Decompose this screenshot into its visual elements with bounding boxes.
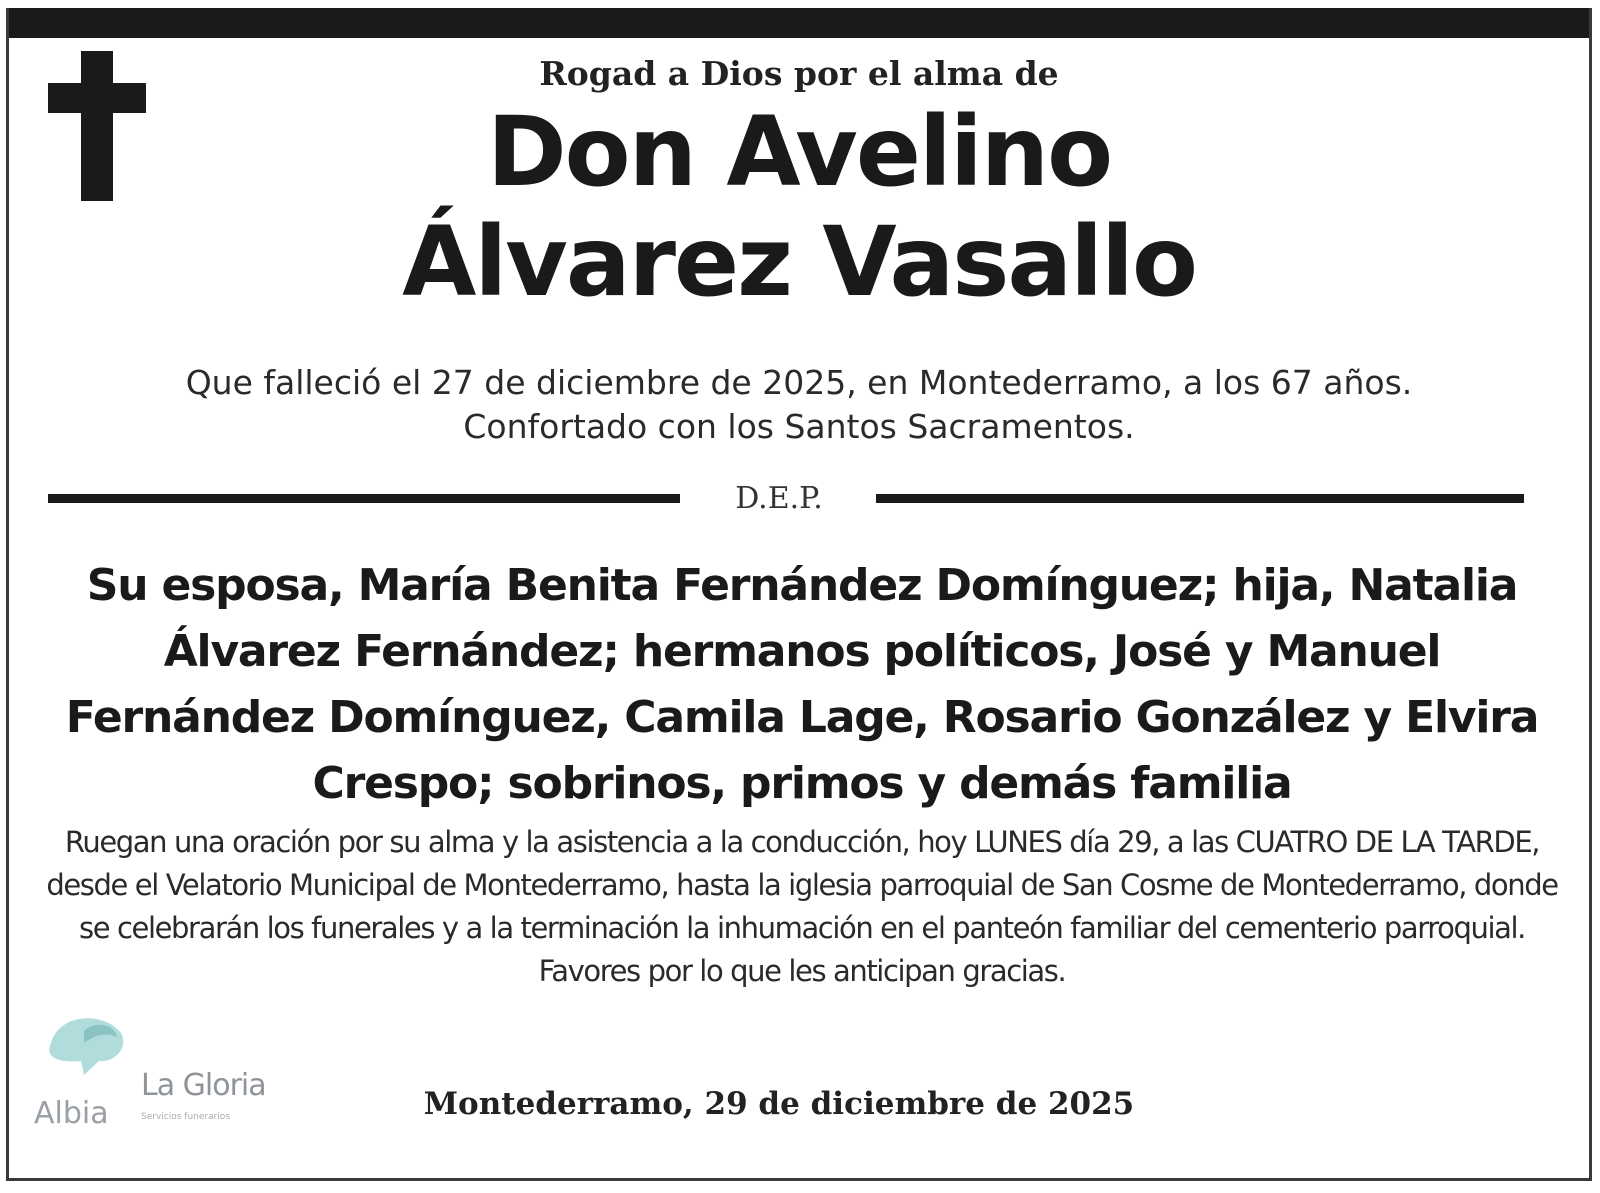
logo-brand: Albia <box>34 1096 109 1131</box>
death-details <box>9 361 1589 449</box>
albia-logo-icon <box>49 1018 123 1075</box>
obituary-notice <box>6 8 1592 1181</box>
place-date: Montederramo, 29 de diciembre de 2025 <box>423 1086 1135 1122</box>
logo-tagline: Servicios funerarios <box>141 1112 231 1122</box>
deceased-name-line1: Don Avelino <box>486 96 1112 208</box>
intro-text: Rogad a Dios por el alma de <box>539 54 1059 93</box>
dep-text: D.E.P. <box>735 481 823 516</box>
funeral-home-logo <box>29 1003 289 1133</box>
family-list: Su esposa, María Benita Fernández Domínguez; hija, Natalia Álvarez Fernández; hermanos políticos, José y Manuel Fernández Domínguez, Camila Lage, Rosario González y Elvira Crespo; sobrinos, primos y demás familia <box>65 560 1539 809</box>
divider-right <box>876 494 1524 503</box>
ceremony-details: Ruegan una oración por su alma y la asistencia a la conducción, hoy LUNES día 29, a las CUATRO DE LA TARDE, desde el Velatorio Municipal de Montederramo, hasta la iglesia parroquial de San Cosme de Montederramo, donde se celebrarán los funerales y a la terminación la inhumación en el panteón familiar del cementerio parroquial. Favores por lo que les anticipan gracias. <box>46 825 1558 988</box>
sacraments-line: Confortado con los Santos Sacramentos. <box>463 407 1135 446</box>
deceased-name-line2: Álvarez Vasallo <box>402 206 1196 318</box>
top-black-bar <box>9 8 1589 38</box>
death-date-place: Que falleció el 27 de diciembre de 2025, en Montederramo, a los 67 años. <box>185 363 1413 402</box>
logo-name: La Gloria <box>141 1068 266 1103</box>
divider-left <box>48 494 680 503</box>
